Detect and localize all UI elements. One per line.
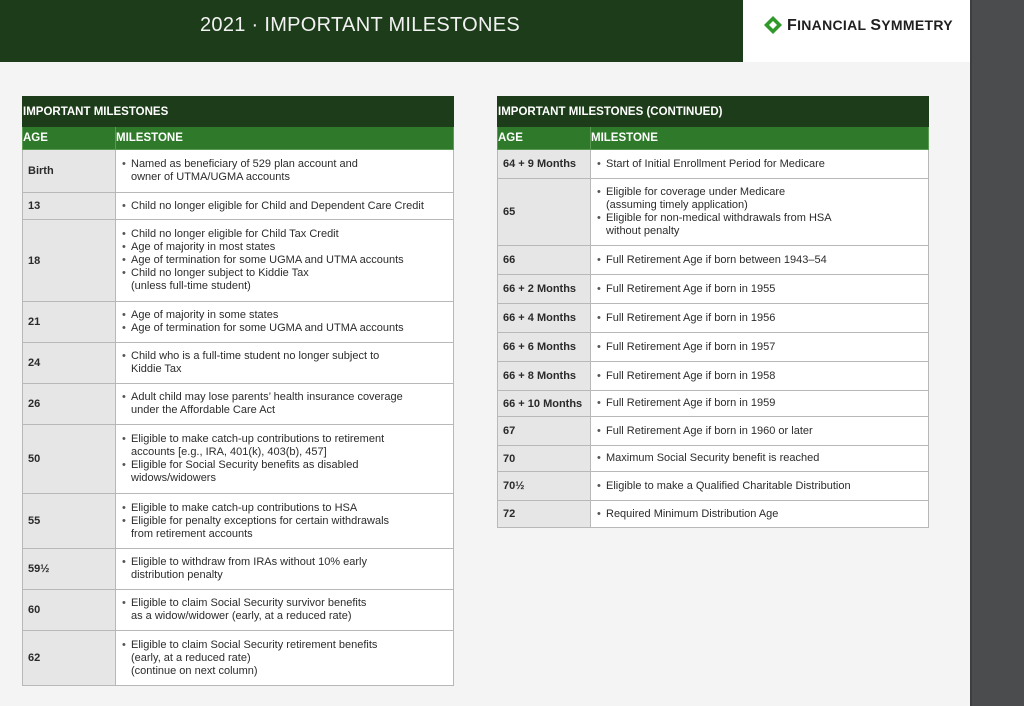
table-row xyxy=(498,333,929,362)
milestone-continuation: distribution penalty xyxy=(131,569,223,581)
age-cell: 60 xyxy=(23,590,116,631)
scrollbar-track[interactable] xyxy=(970,0,1024,706)
table-title-row xyxy=(498,97,929,127)
column-header-milestone: MILESTONE xyxy=(591,127,929,150)
milestone-bullet: • Age of majority in some states xyxy=(122,309,449,322)
table-row xyxy=(23,343,454,384)
age-cell: 21 xyxy=(23,302,116,343)
milestone-bullet: • Eligible to make catch-up contributions to retirement xyxy=(122,433,449,446)
milestone-continuation: as a widow/widower (early, at a reduced rate) xyxy=(131,610,352,622)
age-cell: 66 + 8 Months xyxy=(498,362,591,391)
milestone-bullet: • Eligible to make a Qualified Charitable Distribution xyxy=(597,480,924,493)
age-cell: 65 xyxy=(498,179,591,246)
milestone-bullet: • Full Retirement Age if born in 1959 xyxy=(597,397,924,410)
table-title: IMPORTANT MILESTONES (CONTINUED) xyxy=(498,97,929,127)
milestone-continuation: (early, at a reduced rate) xyxy=(131,651,251,664)
milestone-bullet: • Full Retirement Age if born between 1943–54 xyxy=(597,254,924,267)
age-cell: 50 xyxy=(23,425,116,494)
table-row xyxy=(498,446,929,472)
milestone-bullet: • Age of termination for some UGMA and UTMA accounts xyxy=(122,254,449,267)
table-header-row xyxy=(498,127,929,150)
age-cell: 18 xyxy=(23,220,116,302)
age-cell: 66 + 4 Months xyxy=(498,304,591,333)
table-row xyxy=(498,391,929,417)
milestone-continuation: accounts [e.g., IRA, 401(k), 403(b), 457] xyxy=(131,446,327,458)
age-cell: 70½ xyxy=(498,472,591,501)
table-row xyxy=(23,193,454,220)
milestone-bullet: • Eligible to withdraw from IRAs without 10% early xyxy=(122,556,449,569)
milestone-cell xyxy=(116,425,454,494)
table-row xyxy=(498,246,929,275)
age-cell: Birth xyxy=(23,150,116,193)
milestone-continuation: (unless full-time student) xyxy=(131,280,251,292)
milestone-continuation: from retirement accounts xyxy=(131,527,253,540)
age-cell: 24 xyxy=(23,343,116,384)
milestone-cell xyxy=(591,304,929,333)
table-title-row xyxy=(23,97,454,127)
table-row xyxy=(498,472,929,501)
milestone-cell xyxy=(116,494,454,549)
table-row xyxy=(498,304,929,333)
table-row xyxy=(498,275,929,304)
table-row xyxy=(23,150,454,193)
table-row xyxy=(23,384,454,425)
milestone-bullet: • Maximum Social Security benefit is reached xyxy=(597,452,924,465)
milestone-cell xyxy=(591,333,929,362)
age-cell: 67 xyxy=(498,417,591,446)
logo xyxy=(743,0,970,62)
age-cell: 26 xyxy=(23,384,116,425)
age-cell: 13 xyxy=(23,193,116,220)
table-row xyxy=(498,362,929,391)
milestone-bullet: • Eligible to claim Social Security survivor benefits xyxy=(122,597,449,610)
age-cell: 66 + 10 Months xyxy=(498,391,591,417)
table-row xyxy=(23,631,454,686)
age-cell: 66 xyxy=(498,246,591,275)
milestone-cell xyxy=(591,150,929,179)
age-cell: 55 xyxy=(23,494,116,549)
table-row xyxy=(23,549,454,590)
milestone-bullet: • Eligible for penalty exceptions for certain withdrawals xyxy=(122,515,449,528)
column-header-age: AGE xyxy=(498,127,591,150)
milestone-bullet: • Full Retirement Age if born in 1956 xyxy=(597,312,924,325)
milestone-bullet: • Full Retirement Age if born in 1958 xyxy=(597,370,924,383)
milestone-bullet: • Age of majority in most states xyxy=(122,241,449,254)
milestone-bullet: • Eligible for Social Security benefits as disabled xyxy=(122,459,449,472)
milestone-cell xyxy=(116,590,454,631)
milestone-continuation: under the Affordable Care Act xyxy=(131,404,276,416)
milestone-cell xyxy=(116,302,454,343)
table-row xyxy=(23,220,454,302)
milestone-bullet: • Child no longer eligible for Child and Dependent Care Credit xyxy=(122,200,449,213)
milestones-table-left xyxy=(22,96,454,686)
milestone-cell xyxy=(591,391,929,417)
milestone-cell xyxy=(116,631,454,686)
milestone-continuation: (continue on next column) xyxy=(131,664,258,677)
age-cell: 64 + 9 Months xyxy=(498,150,591,179)
table-row xyxy=(498,501,929,528)
page-title: 2021 · IMPORTANT MILESTONES xyxy=(199,14,521,36)
milestone-cell xyxy=(116,549,454,590)
milestone-bullet: • Age of termination for some UGMA and UTMA accounts xyxy=(122,322,449,335)
table-row xyxy=(498,150,929,179)
header-banner xyxy=(0,0,970,62)
table-header-row xyxy=(23,127,454,150)
milestone-bullet: • Eligible to claim Social Security retirement benefits xyxy=(122,639,449,652)
milestone-cell xyxy=(591,417,929,446)
milestone-cell xyxy=(116,384,454,425)
milestone-continuation: owner of UTMA/UGMA accounts xyxy=(131,171,290,183)
milestone-cell xyxy=(591,275,929,304)
milestone-continuation: widows/widowers xyxy=(131,472,216,484)
milestones-table-right xyxy=(497,96,929,528)
age-cell: 72 xyxy=(498,501,591,528)
age-cell: 70 xyxy=(498,446,591,472)
milestone-bullet: • Eligible to make catch-up contributions to HSA xyxy=(122,502,449,515)
table-row xyxy=(23,590,454,631)
milestone-cell xyxy=(116,150,454,193)
milestone-cell xyxy=(591,179,929,246)
table-row xyxy=(498,179,929,246)
diamond-logo-icon xyxy=(763,15,783,35)
milestone-bullet: • Eligible for coverage under Medicare xyxy=(597,186,924,199)
milestone-cell xyxy=(116,220,454,302)
milestone-cell xyxy=(591,472,929,501)
milestone-bullet: • Start of Initial Enrollment Period for Medicare xyxy=(597,158,924,171)
column-header-age: AGE xyxy=(23,127,116,150)
table-row xyxy=(23,302,454,343)
milestone-continuation: Kiddie Tax xyxy=(131,363,182,375)
milestone-bullet: • Full Retirement Age if born in 1960 or later xyxy=(597,425,924,438)
milestone-bullet: • Full Retirement Age if born in 1957 xyxy=(597,341,924,354)
milestone-bullet: • Full Retirement Age if born in 1955 xyxy=(597,283,924,296)
milestone-cell xyxy=(116,343,454,384)
milestone-bullet: • Child who is a full-time student no longer subject to xyxy=(122,350,449,363)
age-cell: 66 + 6 Months xyxy=(498,333,591,362)
milestone-bullet: • Required Minimum Distribution Age xyxy=(597,508,924,521)
milestone-bullet: • Adult child may lose parents’ health insurance coverage xyxy=(122,391,449,404)
table-row xyxy=(498,417,929,446)
milestone-cell xyxy=(591,362,929,391)
table-row xyxy=(23,494,454,549)
milestone-continuation: (assuming timely application) xyxy=(606,199,748,211)
column-header-milestone: MILESTONE xyxy=(116,127,454,150)
milestone-cell xyxy=(591,246,929,275)
logo-text: FINANCIAL SYMMETRY xyxy=(787,17,953,34)
age-cell: 62 xyxy=(23,631,116,686)
milestone-bullet: • Named as beneficiary of 529 plan account and xyxy=(122,158,449,171)
milestone-bullet: • Eligible for non-medical withdrawals from HSA xyxy=(597,212,924,225)
table-row xyxy=(23,425,454,494)
milestone-bullet: • Child no longer eligible for Child Tax Credit xyxy=(122,228,449,241)
milestone-cell xyxy=(591,501,929,528)
age-cell: 66 + 2 Months xyxy=(498,275,591,304)
age-cell: 59½ xyxy=(23,549,116,590)
milestone-continuation: without penalty xyxy=(606,225,680,237)
milestone-bullet: • Child no longer subject to Kiddie Tax xyxy=(122,267,449,280)
table-title: IMPORTANT MILESTONES xyxy=(23,97,454,127)
milestone-cell xyxy=(591,446,929,472)
milestone-cell xyxy=(116,193,454,220)
